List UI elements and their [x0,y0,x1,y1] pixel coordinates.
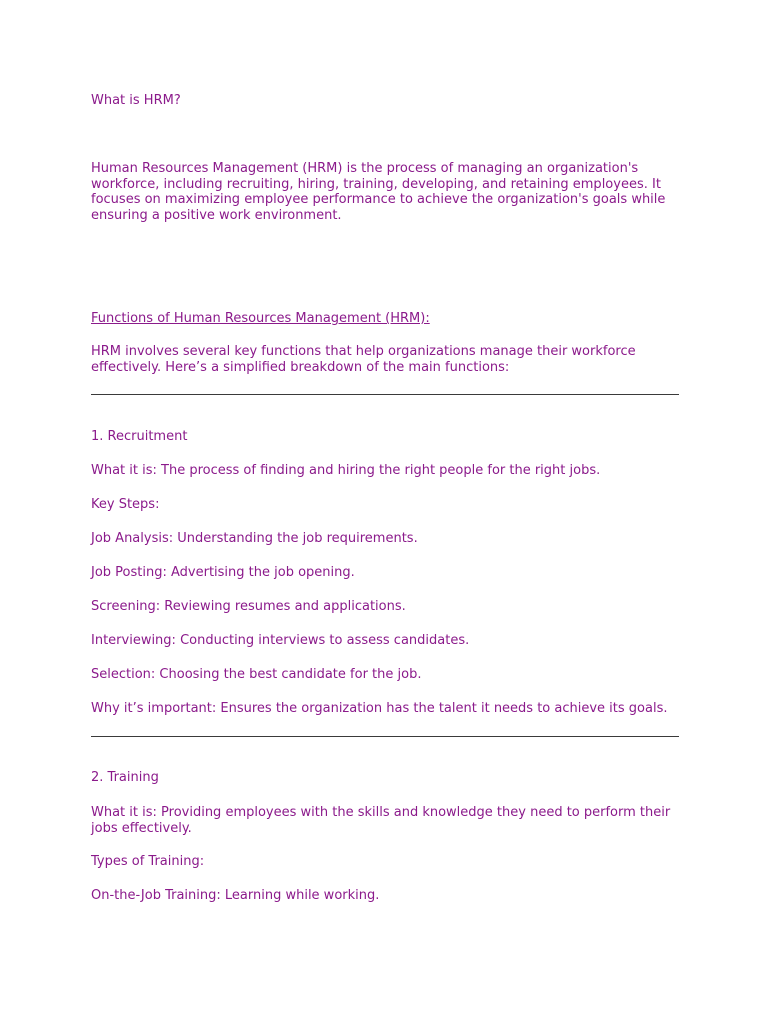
intro-paragraph: Human Resources Management (HRM) is the process of managing an organization's workforce, including recruiting, hiring, training, developing, and retaining employees. It focuses on maximizing employee performance to achieve the organization's goals while ensuring a positive work environment. [91,161,666,223]
recruitment-step-item: Job Analysis: Understanding the job requirements. [91,531,418,546]
functions-intro-paragraph: HRM involves several key functions that help organizations manage their workforce effectively. Here’s a simplified breakdown of the main functions: [91,344,636,375]
recruitment-heading: 1. Recruitment [91,429,188,444]
recruitment-step-item: Job Posting: Advertising the job opening. [91,565,355,580]
functions-heading: Functions of Human Resources Management (HRM): [91,311,430,326]
recruitment-key-steps-label: Key Steps: [91,497,160,512]
training-types-label: Types of Training: [91,854,205,869]
section-divider [91,736,679,737]
recruitment-definition: What it is: The process of finding and hiring the right people for the right jobs. [91,463,601,478]
recruitment-importance: Why it’s important: Ensures the organization has the talent it needs to achieve its goals. [91,701,668,716]
training-definition: What it is: Providing employees with the skills and knowledge they need to perform their jobs effectively. [91,805,671,836]
recruitment-step-item: Interviewing: Conducting interviews to assess candidates. [91,633,470,648]
training-heading: 2. Training [91,770,159,785]
recruitment-step-item: Screening: Reviewing resumes and applications. [91,599,406,614]
recruitment-step-item: Selection: Choosing the best candidate for the job. [91,667,422,682]
page-title: What is HRM? [91,93,181,108]
section-divider [91,394,679,395]
training-type-item: On-the-Job Training: Learning while working. [91,888,380,903]
